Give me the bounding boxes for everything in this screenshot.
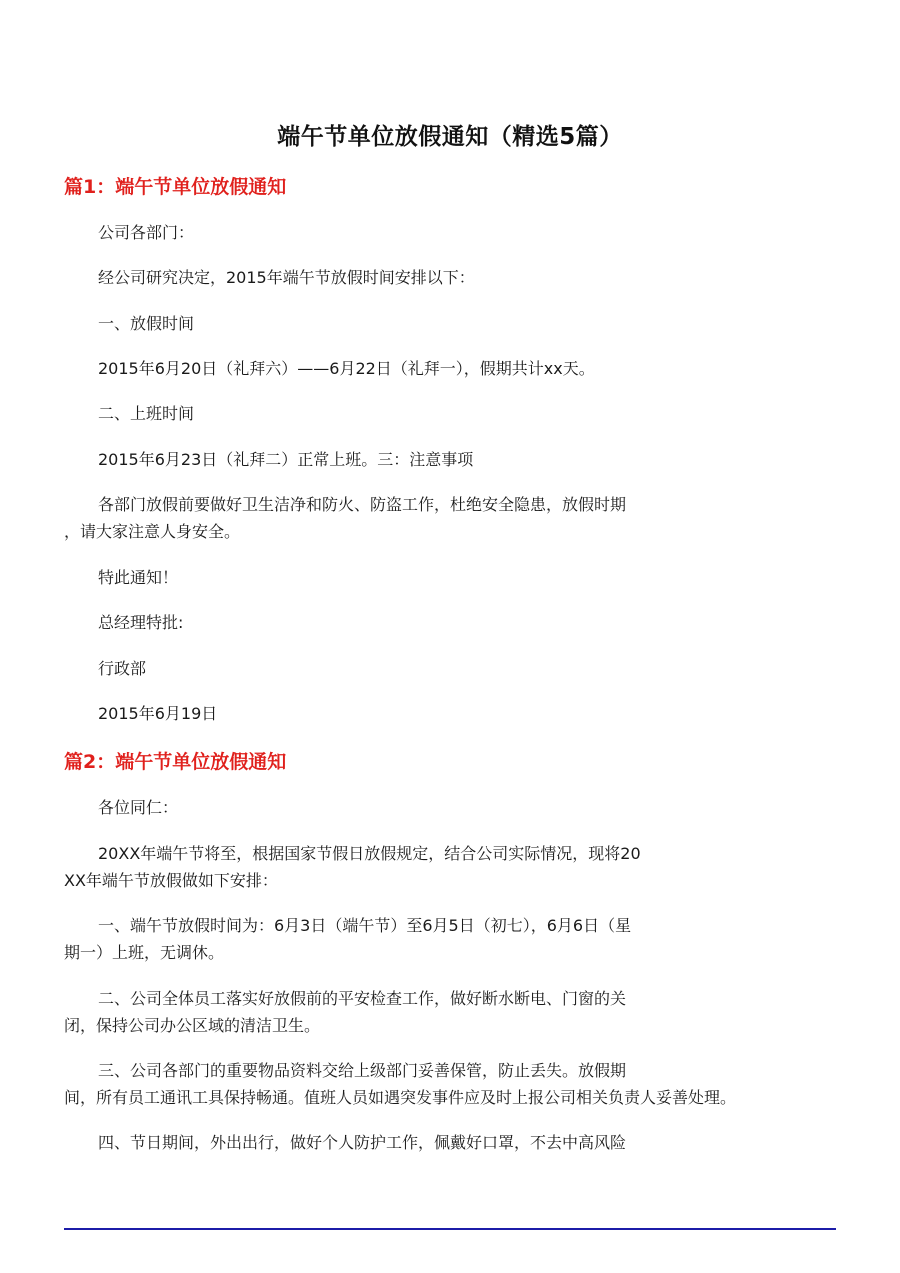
paragraph-line: 2015年6月19日 — [98, 704, 218, 723]
paragraph-line: ，请大家注意人身安全。 — [64, 522, 241, 541]
section-1-paragraph — [64, 655, 834, 682]
section-1-paragraph — [64, 491, 834, 545]
paragraph-line: 总经理特批: — [98, 613, 184, 632]
section-1-paragraph — [64, 355, 834, 382]
section-1-paragraph — [64, 609, 834, 636]
paragraph-line: 三、公司各部门的重要物品资料交给上级部门妥善保管，防止丢失。放假期 — [98, 1061, 627, 1080]
paragraph-line: 间，所有员工通讯工具保持畅通。值班人员如遇突发事件应及时上报公司相关负责人妥善处理。 — [64, 1088, 737, 1107]
section-1-paragraph — [64, 219, 834, 246]
section-2-paragraph — [64, 840, 834, 894]
paragraph-line: 2015年6月20日（礼拜六）——6月22日（礼拜一），假期共计xx天。 — [98, 359, 595, 378]
paragraph-line: 各部门放假前要做好卫生洁净和防火、防盗工作，杜绝安全隐患，放假时期 — [98, 495, 627, 514]
section-1-paragraph — [64, 700, 834, 727]
section-1-paragraph — [64, 264, 834, 291]
paragraph-line: 20XX年端午节将至，根据国家节假日放假规定，结合公司实际情况，现将20 — [98, 844, 641, 863]
section-1-paragraph — [64, 564, 834, 591]
section-1-paragraph — [64, 446, 834, 473]
section-1-paragraph — [64, 310, 834, 337]
paragraph-line: XX年端午节放假做如下安排： — [64, 871, 278, 890]
paragraph-line: 闭，保持公司办公区域的清洁卫生。 — [64, 1016, 321, 1035]
section-2-paragraph — [64, 912, 834, 966]
section-2-paragraph — [64, 985, 834, 1039]
section-2-paragraph — [64, 1057, 834, 1111]
section-2-paragraph — [64, 1129, 834, 1156]
paragraph-line: 2015年6月23日（礼拜二）正常上班。三：注意事项 — [98, 450, 474, 469]
paragraph-line: 经公司研究决定，2015年端午节放假时间安排以下： — [98, 268, 475, 287]
section-2-heading: 篇2：端午节单位放假通知 — [64, 751, 287, 773]
section-1-heading: 篇1：端午节单位放假通知 — [64, 176, 287, 198]
paragraph-line: 一、放假时间 — [98, 314, 195, 333]
paragraph-line: 各位同仁： — [98, 798, 179, 817]
paragraph-line: 二、公司全体员工落实好放假前的平安检查工作，做好断水断电、门窗的关 — [98, 989, 627, 1008]
paragraph-line: 期一）上班，无调休。 — [64, 943, 225, 962]
footer-divider — [64, 1228, 836, 1230]
paragraph-line: 特此通知！ — [98, 568, 179, 587]
section-1-paragraph — [64, 400, 834, 427]
paragraph-line: 一、端午节放假时间为：6月3日（端午节）至6月5日（初七），6月6日（星 — [98, 916, 632, 935]
section-2-paragraph — [64, 794, 834, 821]
paragraph-line: 行政部 — [98, 659, 147, 678]
paragraph-line: 四、节日期间，外出出行，做好个人防护工作，佩戴好口罩，不去中高风险 — [98, 1133, 627, 1152]
paragraph-line: 二、上班时间 — [98, 404, 195, 423]
document-title: 端午节单位放假通知（精选5篇） — [277, 124, 623, 150]
paragraph-line: 公司各部门： — [98, 223, 195, 242]
